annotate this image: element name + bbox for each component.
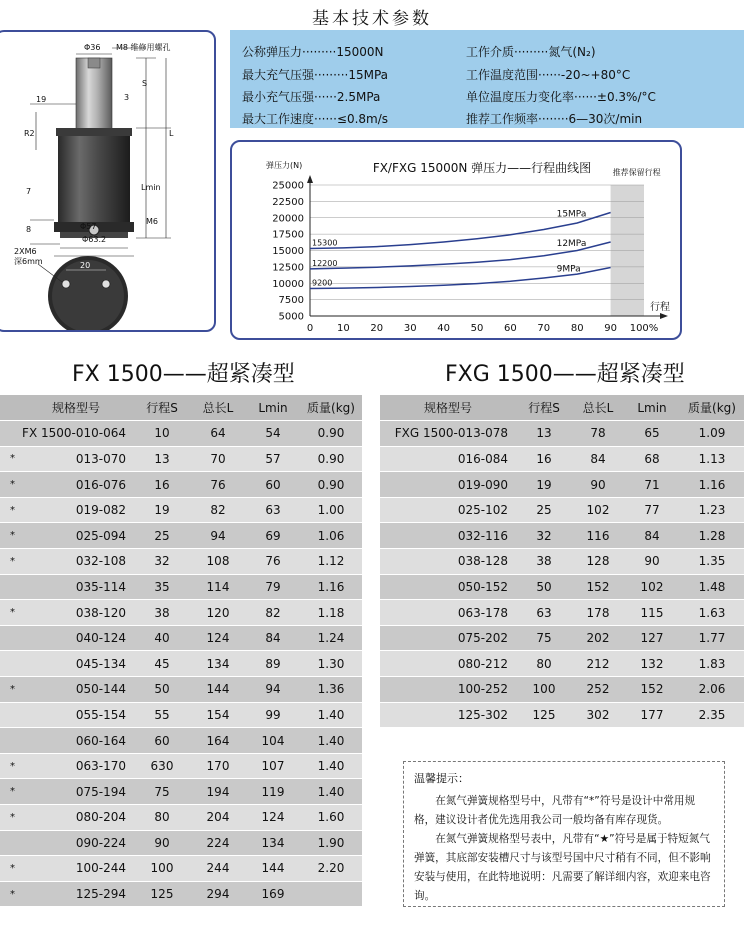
star-mark: *: [0, 856, 18, 882]
model-cell: 038-120: [18, 600, 134, 626]
stroke-cell: 90: [134, 830, 190, 856]
table-row: [0, 702, 362, 728]
lmin-cell: 115: [624, 600, 680, 626]
mass-cell: 1.18: [300, 600, 362, 626]
spec-max-pressure: 最大充气压强·········15MPa: [242, 68, 389, 82]
lmin-cell: 79: [246, 574, 300, 600]
model-cell: 019-082: [18, 497, 134, 523]
length-cell: 134: [190, 651, 246, 677]
table-row: [380, 472, 744, 498]
header-mass: 质量(kg): [300, 395, 362, 421]
x-tick-label: 60: [504, 323, 517, 334]
stroke-cell: 13: [134, 446, 190, 472]
lmin-cell: 104: [246, 728, 300, 754]
dim-r2: R2: [24, 129, 35, 138]
model-cell: 025-102: [380, 497, 516, 523]
stroke-cell: 32: [134, 549, 190, 575]
mass-cell: 1.12: [300, 549, 362, 575]
length-cell: 76: [190, 472, 246, 498]
length-cell: 102: [572, 497, 624, 523]
stroke-cell: 50: [516, 574, 572, 600]
table-row: [0, 523, 362, 549]
table-row: [0, 728, 362, 754]
page-title: 基本技术参数: [312, 9, 432, 29]
fx-series-title: FX 1500——超紧凑型: [72, 362, 295, 387]
mass-cell: 1.83: [680, 651, 744, 677]
y-tick-label: 12500: [272, 262, 304, 274]
model-cell: 125-302: [380, 702, 516, 728]
reserved-stroke-label: 推荐保留行程: [612, 168, 661, 177]
spec-max-speed: 最大工作速度······≤0.8m/s: [242, 112, 389, 126]
lmin-cell: 134: [246, 830, 300, 856]
table-row: [0, 472, 362, 498]
series-start-label: 15300: [312, 238, 338, 248]
table-row: [380, 497, 744, 523]
lmin-cell: 99: [246, 702, 300, 728]
lmin-cell: 71: [624, 472, 680, 498]
lmin-cell: 60: [246, 472, 300, 498]
model-cell: 090-224: [18, 830, 134, 856]
y-tick-label: 25000: [272, 180, 304, 192]
length-cell: 252: [572, 677, 624, 703]
stroke-cell: 25: [134, 523, 190, 549]
table-row: [0, 625, 362, 651]
stroke-cell: 13: [516, 421, 572, 447]
model-cell: 050-152: [380, 574, 516, 600]
model-cell: 032-108: [18, 549, 134, 575]
stroke-cell: 55: [134, 702, 190, 728]
table-row: [380, 523, 744, 549]
star-mark: *: [0, 497, 18, 523]
stroke-cell: 35: [134, 574, 190, 600]
dim-7: 7: [26, 187, 32, 196]
model-cell: 035-114: [18, 574, 134, 600]
x-tick-label: 50: [470, 323, 484, 334]
lmin-cell: 76: [246, 549, 300, 575]
x-tick-label: 100%: [629, 323, 659, 334]
specs-box: [230, 30, 744, 128]
mass-cell: 1.16: [680, 472, 744, 498]
dim-thread: M8 维修用螺孔: [116, 43, 171, 52]
length-cell: 78: [572, 421, 624, 447]
stroke-cell: 100: [134, 856, 190, 882]
mount-hole-icon: [102, 280, 110, 288]
star-mark: [0, 651, 18, 677]
spec-min-pressure: 最小充气压强······2.5MPa: [242, 90, 381, 104]
stroke-cell: 80: [516, 651, 572, 677]
table-row: [380, 702, 744, 728]
y-axis-label: 弹压力(N): [266, 161, 303, 170]
spec-temp-range: 工作温度范围······-20~+80°C: [466, 68, 631, 82]
y-axis-arrow-icon: [307, 175, 313, 183]
stroke-cell: 16: [134, 472, 190, 498]
x-tick-label: 70: [537, 323, 551, 334]
series-label: 12MPa: [556, 238, 587, 249]
star-mark: *: [0, 549, 18, 575]
mass-cell: 1.40: [300, 728, 362, 754]
lmin-cell: 119: [246, 779, 300, 805]
model-cell: FX 1500-010-064: [18, 421, 134, 447]
length-cell: 202: [572, 625, 624, 651]
star-mark: *: [0, 881, 18, 907]
table-row: [380, 600, 744, 626]
table-row: [0, 856, 362, 882]
stroke-cell: 125: [134, 881, 190, 907]
length-cell: 116: [572, 523, 624, 549]
lmin-cell: 107: [246, 753, 300, 779]
piston-rod: [76, 58, 112, 132]
mass-cell: 0.90: [300, 472, 362, 498]
stroke-cell: 25: [516, 497, 572, 523]
lmin-cell: 169: [246, 881, 300, 907]
mass-cell: 1.30: [300, 651, 362, 677]
x-tick-label: 40: [437, 323, 450, 334]
dim-mount-depth: 深6mm: [14, 257, 43, 266]
length-cell: 114: [190, 574, 246, 600]
length-cell: 64: [190, 421, 246, 447]
length-cell: 84: [572, 446, 624, 472]
stroke-cell: 16: [516, 446, 572, 472]
note-paragraph-1: 在氮气弹簧规格型号中，凡带有“*”符号是设计中常用规格，建议设计者优先选用我公司一般均备有库存现货。: [414, 795, 696, 826]
cylinder-collar: [56, 128, 132, 136]
table-row: [0, 421, 362, 447]
mass-cell: 1.40: [300, 702, 362, 728]
model-cell: 016-084: [380, 446, 516, 472]
lmin-cell: 54: [246, 421, 300, 447]
x-axis-arrow-icon: [660, 313, 668, 319]
table-row: [380, 446, 744, 472]
series-start-label: 12200: [312, 258, 338, 268]
model-cell: 075-194: [18, 779, 134, 805]
lmin-cell: 65: [624, 421, 680, 447]
table-row: [380, 651, 744, 677]
model-cell: 060-164: [18, 728, 134, 754]
stroke-cell: 45: [134, 651, 190, 677]
spec-medium: 工作介质·········氮气(N₂): [466, 45, 596, 59]
table-row: [380, 421, 744, 447]
x-tick-label: 80: [570, 323, 584, 334]
model-cell: 016-076: [18, 472, 134, 498]
table-row: [0, 651, 362, 677]
mass-cell: 2.20: [300, 856, 362, 882]
y-tick-label: 15000: [272, 246, 304, 257]
model-cell: FXG 1500-013-078: [380, 421, 516, 447]
lmin-cell: 77: [624, 497, 680, 523]
stroke-cell: 19: [516, 472, 572, 498]
model-cell: 100-252: [380, 677, 516, 703]
length-cell: 128: [572, 549, 624, 575]
star-mark: [0, 574, 18, 600]
lmin-cell: 127: [624, 625, 680, 651]
star-mark: [0, 728, 18, 754]
mass-cell: 1.28: [680, 523, 744, 549]
mass-cell: 1.40: [300, 779, 362, 805]
length-cell: 120: [190, 600, 246, 626]
stroke-cell: 19: [134, 497, 190, 523]
stroke-cell: 50: [134, 677, 190, 703]
lmin-cell: 84: [624, 523, 680, 549]
dim-lmin: Lmin: [141, 183, 161, 192]
mass-cell: 2.35: [680, 702, 744, 728]
x-axis-label: 行程: [650, 302, 670, 313]
model-cell: 125-294: [18, 881, 134, 907]
dim-mount-holes: 2XM6: [14, 247, 37, 256]
table-row: [0, 805, 362, 831]
length-cell: 194: [190, 779, 246, 805]
table-row: [380, 677, 744, 703]
length-cell: 170: [190, 753, 246, 779]
lmin-cell: 90: [624, 549, 680, 575]
length-cell: 212: [572, 651, 624, 677]
table-row: [0, 779, 362, 805]
mass-cell: 1.13: [680, 446, 744, 472]
dim-d632: Φ63.2: [82, 235, 107, 244]
table-row: [0, 677, 362, 703]
dim-20: 20: [80, 261, 91, 270]
model-cell: 019-090: [380, 472, 516, 498]
fxg-series-title: FXG 1500——超紧凑型: [445, 362, 685, 387]
length-cell: 152: [572, 574, 624, 600]
header-stroke: 行程S: [134, 395, 190, 421]
length-cell: 164: [190, 728, 246, 754]
mass-cell: 1.23: [680, 497, 744, 523]
length-cell: 108: [190, 549, 246, 575]
stroke-cell: 10: [134, 421, 190, 447]
stroke-cell: 38: [516, 549, 572, 575]
stroke-cell: 32: [516, 523, 572, 549]
stroke-cell: 125: [516, 702, 572, 728]
header-model: 规格型号: [18, 395, 134, 421]
star-mark: *: [0, 779, 18, 805]
mass-cell: 1.09: [680, 421, 744, 447]
length-cell: 294: [190, 881, 246, 907]
fx-spec-table: [0, 395, 362, 907]
model-cell: 055-154: [18, 702, 134, 728]
stroke-cell: 630: [134, 753, 190, 779]
star-mark: *: [0, 472, 18, 498]
table-row: [0, 881, 362, 907]
series-label: 15MPa: [556, 209, 587, 220]
model-cell: 050-144: [18, 677, 134, 703]
x-tick-label: 10: [337, 323, 350, 334]
chart-title: FX/FXG 15000N 弹压力——行程曲线图: [372, 161, 592, 175]
header-model: 规格型号: [380, 395, 516, 421]
mass-cell: 0.90: [300, 446, 362, 472]
y-tick-label: 5000: [278, 311, 304, 323]
model-cell: 025-094: [18, 523, 134, 549]
mass-cell: 1.00: [300, 497, 362, 523]
model-cell: 032-116: [380, 523, 516, 549]
dim-8: 8: [26, 225, 32, 234]
mass-cell: 1.77: [680, 625, 744, 651]
lmin-cell: 57: [246, 446, 300, 472]
y-tick-label: 7500: [278, 295, 304, 307]
lmin-cell: 94: [246, 677, 300, 703]
mass-cell: 2.06: [680, 677, 744, 703]
table-row: [0, 549, 362, 575]
stroke-cell: 75: [516, 625, 572, 651]
header-stroke: 行程S: [516, 395, 572, 421]
star-mark: [0, 625, 18, 651]
length-cell: 302: [572, 702, 624, 728]
y-tick-label: 20000: [272, 213, 304, 225]
star-mark: *: [0, 600, 18, 626]
mass-cell: 1.24: [300, 625, 362, 651]
lmin-cell: 69: [246, 523, 300, 549]
lmin-cell: 152: [624, 677, 680, 703]
model-cell: 063-178: [380, 600, 516, 626]
spec-temp-coefficient: 单位温度压力变化率······±0.3%/°C: [466, 90, 656, 104]
y-tick-label: 22500: [272, 196, 304, 208]
lmin-cell: 132: [624, 651, 680, 677]
lmin-cell: 124: [246, 805, 300, 831]
mass-cell: 1.48: [680, 574, 744, 600]
dim-top-diameter: Φ36: [84, 43, 101, 52]
y-tick-label: 17500: [272, 229, 304, 241]
header-length: 总长L: [190, 395, 246, 421]
table-row: [0, 574, 362, 600]
length-cell: 90: [572, 472, 624, 498]
header-lmin: Lmin: [624, 395, 680, 421]
model-cell: 013-070: [18, 446, 134, 472]
lmin-cell: 68: [624, 446, 680, 472]
model-cell: 075-202: [380, 625, 516, 651]
stroke-cell: 75: [134, 779, 190, 805]
stroke-cell: 100: [516, 677, 572, 703]
force-stroke-chart-panel: [230, 140, 682, 340]
mass-cell: [300, 881, 362, 907]
star-mark: [0, 830, 18, 856]
table-row: [380, 625, 744, 651]
star-mark: [0, 702, 18, 728]
stroke-cell: 38: [134, 600, 190, 626]
length-cell: 94: [190, 523, 246, 549]
lmin-cell: 63: [246, 497, 300, 523]
mount-hole-icon: [62, 280, 70, 288]
length-cell: 154: [190, 702, 246, 728]
table-row: [0, 753, 362, 779]
mass-cell: 1.35: [680, 549, 744, 575]
force-stroke-chart: [232, 142, 684, 342]
star-mark: *: [0, 523, 18, 549]
series-start-label: 9200: [312, 278, 333, 288]
lmin-cell: 102: [624, 574, 680, 600]
dim-m6: M6: [146, 217, 158, 226]
dim-3: 3: [124, 93, 130, 102]
lmin-cell: 144: [246, 856, 300, 882]
product-drawing-panel: [0, 30, 216, 332]
series-label: 9MPa: [556, 264, 581, 275]
x-tick-label: 30: [403, 323, 417, 334]
mass-cell: 1.40: [300, 753, 362, 779]
header-star: [0, 395, 18, 421]
note-title: 温馨提示：: [414, 772, 469, 785]
x-tick-label: 0: [306, 323, 314, 334]
product-drawing: [0, 32, 216, 332]
header-lmin: Lmin: [246, 395, 300, 421]
y-tick-label: 10000: [272, 278, 304, 290]
spec-frequency: 推荐工作频率········6—30次/min: [466, 112, 643, 126]
note-paragraph-2: 在氮气弹簧规格型号表中，凡带有“★”符号是属于特短氮气弹簧，其底部安装槽尺寸与该型号国中尺寸稍有不同，但不影响安装与使用，在此特地说明：凡需要了解详细内容，欢迎来电咨询。: [414, 833, 711, 902]
model-cell: 040-124: [18, 625, 134, 651]
length-cell: 178: [572, 600, 624, 626]
length-cell: 82: [190, 497, 246, 523]
star-mark: *: [0, 446, 18, 472]
mass-cell: 1.90: [300, 830, 362, 856]
lmin-cell: 89: [246, 651, 300, 677]
model-cell: 100-244: [18, 856, 134, 882]
length-cell: 224: [190, 830, 246, 856]
length-cell: 244: [190, 856, 246, 882]
lmin-cell: 177: [624, 702, 680, 728]
stroke-cell: 60: [134, 728, 190, 754]
model-cell: 080-204: [18, 805, 134, 831]
x-tick-label: 90: [604, 323, 617, 334]
table-row: [380, 549, 744, 575]
spec-nominal-force: 公称弹压力·········15000N: [242, 45, 384, 59]
dim-l: L: [169, 129, 174, 138]
mass-cell: 1.63: [680, 600, 744, 626]
length-cell: 70: [190, 446, 246, 472]
length-cell: 204: [190, 805, 246, 831]
table-header-row: [380, 395, 744, 421]
length-cell: 124: [190, 625, 246, 651]
lmin-cell: 82: [246, 600, 300, 626]
star-mark: *: [0, 753, 18, 779]
dim-s: S: [142, 79, 148, 88]
mass-cell: 1.36: [300, 677, 362, 703]
cylinder-body: [58, 136, 130, 222]
model-cell: 080-212: [380, 651, 516, 677]
table-row: [0, 497, 362, 523]
header-mass: 质量(kg): [680, 395, 744, 421]
stroke-cell: 40: [134, 625, 190, 651]
star-mark: [0, 421, 18, 447]
dim-19: 19: [36, 95, 47, 104]
note-box: [403, 761, 725, 907]
table-row: [0, 600, 362, 626]
star-mark: *: [0, 677, 18, 703]
mass-cell: 1.60: [300, 805, 362, 831]
model-cell: 063-170: [18, 753, 134, 779]
table-row: [0, 446, 362, 472]
table-header-row: [0, 395, 362, 421]
dim-d57: Φ57: [80, 222, 97, 231]
stroke-cell: 63: [516, 600, 572, 626]
x-tick-label: 20: [370, 323, 384, 334]
lmin-cell: 84: [246, 625, 300, 651]
fxg-spec-table: [380, 395, 744, 728]
stroke-cell: 80: [134, 805, 190, 831]
length-cell: 144: [190, 677, 246, 703]
table-row: [0, 830, 362, 856]
model-cell: 045-134: [18, 651, 134, 677]
star-mark: *: [0, 805, 18, 831]
mass-cell: 0.90: [300, 421, 362, 447]
mass-cell: 1.06: [300, 523, 362, 549]
mass-cell: 1.16: [300, 574, 362, 600]
model-cell: 038-128: [380, 549, 516, 575]
header-length: 总长L: [572, 395, 624, 421]
table-row: [380, 574, 744, 600]
